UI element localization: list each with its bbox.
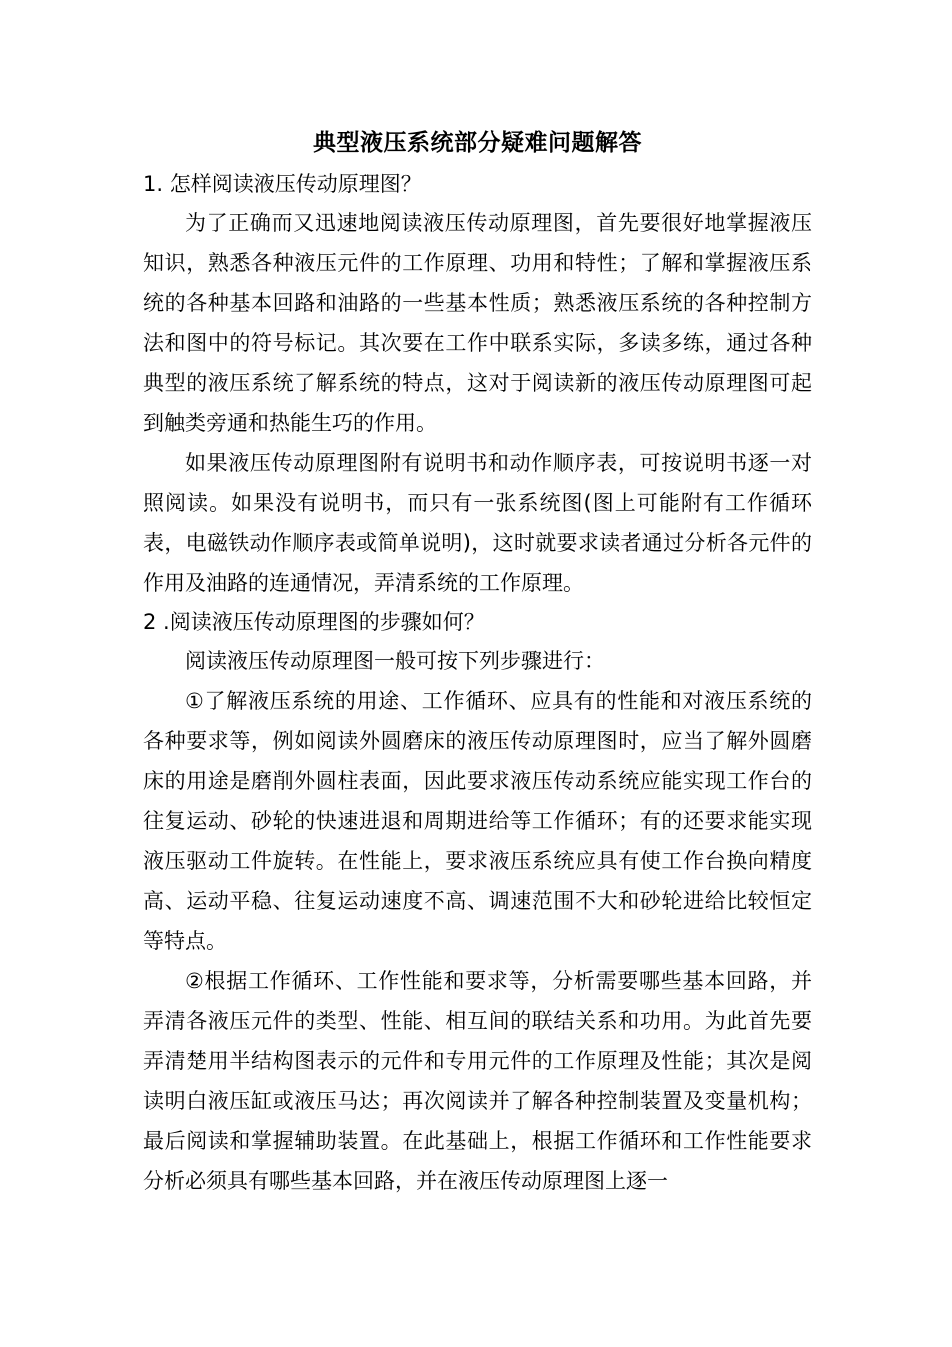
- question-1-paragraph-1: 为了正确而又迅速地阅读液压传动原理图，首先要很好地掌握液压知识，熟悉各种液压元件的工作原理、功用和特性；了解和掌握液压系统的各种基本回路和油路的一些基本性质；熟悉液压系统的各种控制方法和图中的符号标记。其次要在工作中联系实际，多读多练，通过各种典型的液压系统了解系统的特点，这对于阅读新的液压传动原理图可起到触类旁通和热能生巧的作用。: [143, 211, 812, 435]
- question-2-heading: 2 .阅读液压传动原理图的步骤如何？: [143, 610, 485, 634]
- question-2-step-2: ②根据工作循环、工作性能和要求等，分析需要哪些基本回路，并弄清各液压元件的类型、性能、相互间的联结关系和功用。为此首先要弄清楚用半结构图表示的元件和专用元件的工作原理及性能；其次是阅读明白液压缸或液压马达；再次阅读并了解各种控制装置及变量机构；最后阅读和掌握辅助装置。在此基础上，根据工作循环和工作性能要求分析必须具有哪些基本回路，并在液压传动原理图上逐一: [143, 969, 812, 1193]
- question-2-intro: 阅读液压传动原理图一般可按下列步骤进行：: [185, 649, 605, 673]
- question-1-paragraph-2: 如果液压传动原理图附有说明书和动作顺序表，可按说明书逐一对照阅读。如果没有说明书，而只有一张系统图(图上可能附有工作循环表，电磁铁动作顺序表或简单说明)，这时就要求读者通过分析各元件的作用及油路的连通情况，弄清系统的工作原理。: [143, 451, 812, 595]
- question-2-step-1: ①了解液压系统的用途、工作循环、应具有的性能和对液压系统的各种要求等，例如阅读外圆磨床的液压传动原理图时，应当了解外圆磨床的用途是磨削外圆柱表面，因此要求液压传动系统应能实现工作台的往复运动、砂轮的快速进退和周期进给等工作循环；有的还要求能实现液压驱动工件旋转。在性能上，要求液压系统应具有使工作台换向精度高、运动平稳、往复运动速度不高、调速范围不大和砂轮进给比较恒定等特点。: [143, 689, 812, 953]
- question-1-heading: 1. 怎样阅读液压传动原理图？: [143, 172, 422, 196]
- document-title: 典型液压系统部分疑难问题解答: [313, 130, 642, 156]
- document-body: [143, 124, 812, 1201]
